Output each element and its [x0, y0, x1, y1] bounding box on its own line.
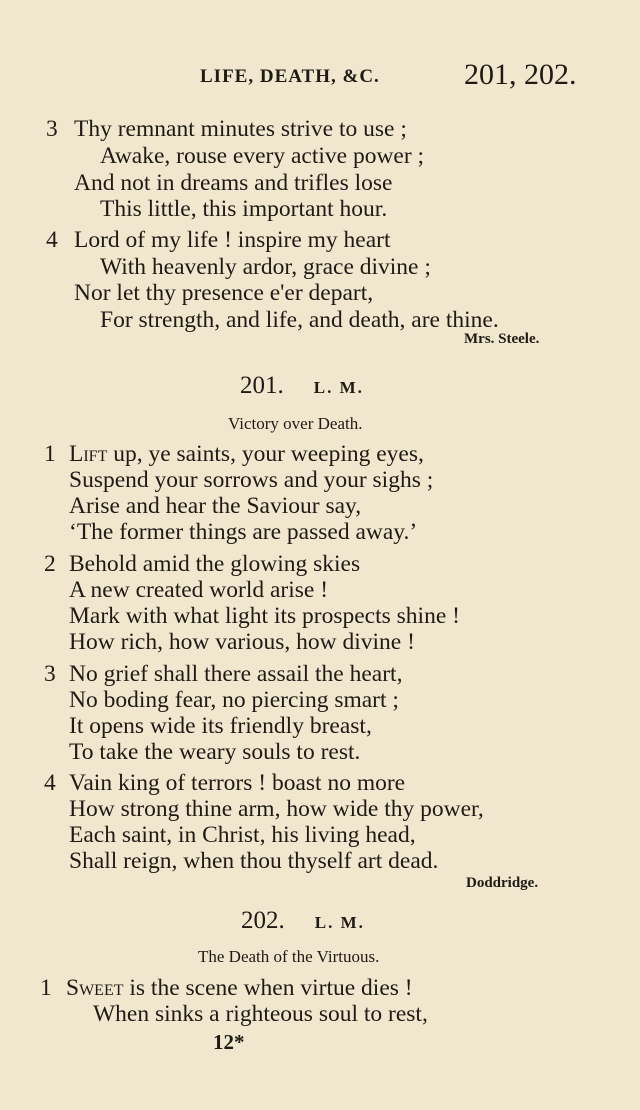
verse-line: Behold amid the glowing skies	[69, 551, 361, 577]
signature-mark: 12*	[213, 1030, 245, 1054]
hymn-heading	[241, 907, 365, 935]
verse-line: No grief shall there assail the heart,	[69, 661, 403, 687]
first-word: Lift	[69, 441, 108, 467]
verse-line: ‘The former things are passed away.’	[69, 519, 418, 545]
hymn-title: The Death of the Virtuous.	[198, 947, 380, 966]
verse-line: Shall reign, when thou thyself art dead.	[69, 848, 439, 874]
verse-line: For strength, and life, and death, are thine.	[100, 307, 499, 333]
verse-line: To take the weary souls to rest.	[69, 739, 361, 765]
attribution: Doddridge.	[466, 875, 539, 891]
verse-line: With heavenly ardor, grace divine ;	[100, 254, 431, 280]
stanza-number: 3	[44, 661, 56, 687]
verse-line: How rich, how various, how divine !	[69, 629, 415, 655]
verse-line: Nor let thy presence e'er depart,	[74, 280, 374, 306]
verse-line: Arise and hear the Saviour say,	[69, 493, 362, 519]
verse-line: Awake, rouse every active power ;	[100, 143, 425, 169]
attribution: Mrs. Steele.	[464, 331, 540, 347]
verse-line: Each saint, in Christ, his living head,	[69, 822, 416, 848]
hymn-title: Victory over Death.	[228, 414, 363, 433]
verse-line: No boding fear, no piercing smart ;	[69, 687, 399, 713]
verse-line-rest: is the scene when virtue dies !	[123, 975, 413, 1001]
stanza-number: 4	[46, 227, 58, 253]
verse-line: Lord of my life ! inspire my heart	[74, 227, 391, 253]
hymn-meter: L. M.	[313, 378, 364, 397]
verse-line: Vain king of terrors ! boast no more	[69, 770, 406, 796]
verse-line: And not in dreams and trifles lose	[74, 170, 393, 196]
running-head: LIFE, DEATH, &C.	[200, 66, 380, 87]
verse-line: Mark with what light its prospects shine !	[69, 603, 460, 629]
first-word: Sweet	[66, 975, 124, 1001]
hymn-number: 202.	[241, 907, 285, 934]
verse-line: A new created world arise !	[69, 577, 329, 603]
verse-line: How strong thine arm, how wide thy power,	[69, 796, 484, 822]
verse-line: Thy remnant minutes strive to use ;	[74, 116, 407, 142]
verse-line	[66, 977, 413, 1001]
stanza-number: 3	[46, 116, 58, 142]
verse-line	[69, 443, 424, 467]
stanza-number: 2	[44, 551, 56, 577]
stanza-number: 1	[40, 975, 52, 1001]
hymn-number: 201.	[240, 372, 284, 399]
verse-line: Suspend your sorrows and your sighs ;	[69, 467, 434, 493]
page-header	[0, 58, 640, 98]
verse-line: It opens wide its friendly breast,	[69, 713, 372, 739]
verse-line: When sinks a righteous soul to rest,	[93, 1001, 428, 1027]
page-numbers: 201, 202.	[464, 58, 577, 91]
hymn-heading	[240, 372, 364, 400]
verse-line: This little, this important hour.	[100, 196, 388, 222]
verse-line-rest: up, ye saints, your weeping eyes,	[107, 441, 424, 467]
stanza-number: 4	[44, 770, 56, 796]
hymn-meter: L. M.	[314, 913, 365, 932]
stanza-number: 1	[44, 441, 56, 467]
